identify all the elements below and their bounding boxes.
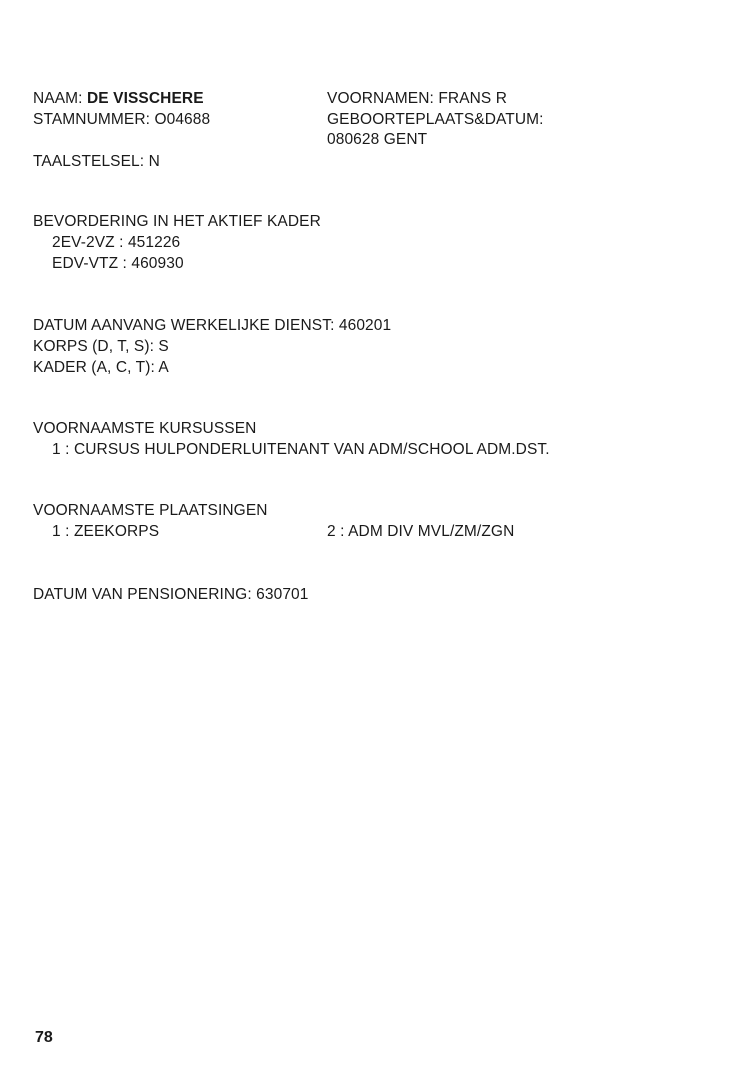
naam-value: DE VISSCHERE — [87, 90, 204, 107]
pensionering-line: DATUM VAN PENSIONERING: 630701 — [33, 586, 309, 603]
korps-line: KORPS (D, T, S): S — [33, 338, 169, 355]
bevordering-item: EDV-VTZ : 460930 — [52, 255, 184, 272]
kader-line: KADER (A, C, T): A — [33, 359, 169, 376]
bevordering-item: 2EV-2VZ : 451226 — [52, 234, 181, 251]
plaatsing-item: 1 : ZEEKORPS — [52, 523, 160, 540]
taalstelsel-line: TAALSTELSEL: N — [33, 153, 160, 170]
stamnummer-line: STAMNUMMER: O04688 — [33, 111, 211, 128]
plaatsing-item: 2 : ADM DIV MVL/ZM/ZGN — [327, 523, 515, 540]
voornamen-line: VOORNAMEN: FRANS R — [327, 90, 508, 107]
geboorte-value: 080628 GENT — [327, 131, 428, 148]
kursus-item: 1 : CURSUS HULPONDERLUITENANT VAN ADM/SCHOOL ADM.DST. — [52, 441, 550, 458]
geboorte-label: GEBOORTEPLAATS&DATUM: — [327, 111, 544, 128]
naam-line — [33, 88, 204, 109]
datum-aanvang-line: DATUM AANVANG WERKELIJKE DIENST: 460201 — [33, 317, 392, 334]
kursussen-heading: VOORNAAMSTE KURSUSSEN — [33, 420, 257, 437]
page-number: 78 — [35, 1029, 53, 1046]
plaatsingen-heading: VOORNAAMSTE PLAATSINGEN — [33, 502, 268, 519]
naam-label: NAAM: — [33, 90, 83, 107]
bevordering-heading: BEVORDERING IN HET AKTIEF KADER — [33, 213, 321, 230]
